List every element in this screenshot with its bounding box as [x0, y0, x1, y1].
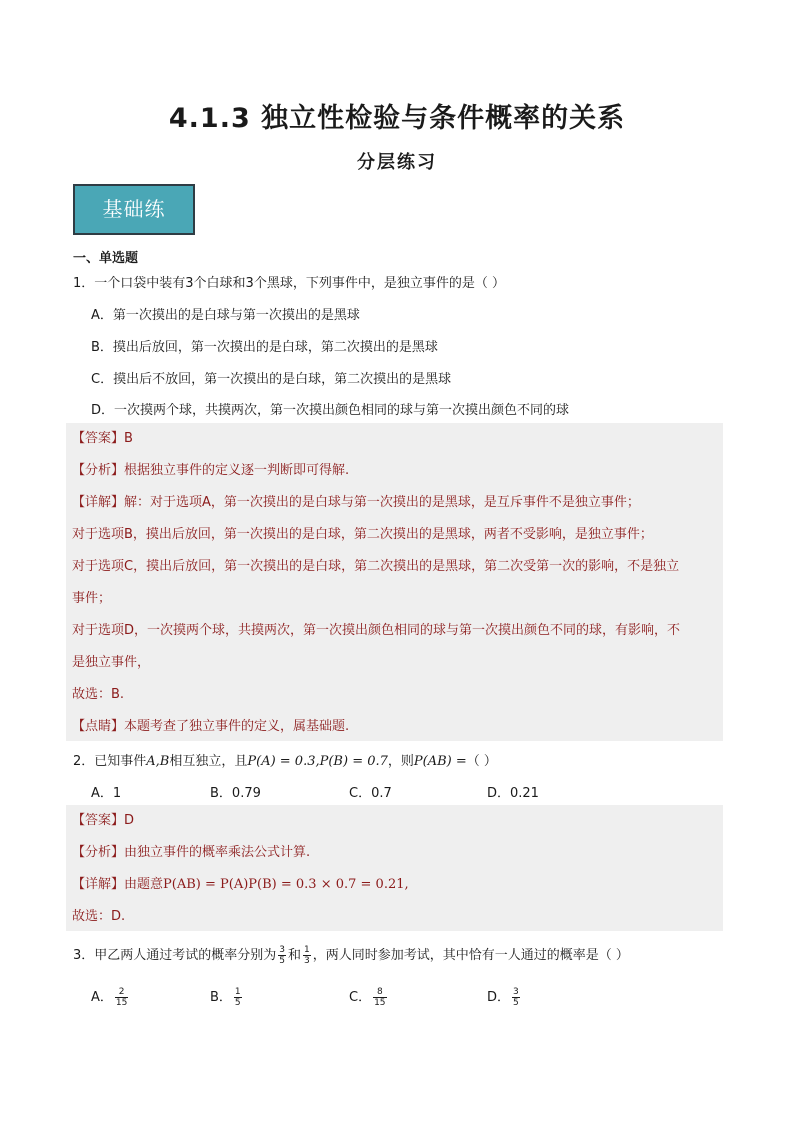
- q2-choose: 故选：D.: [72, 909, 126, 924]
- q1-detail-4b: 是独立事件，: [72, 655, 151, 670]
- q2-option-b: B．0.79: [210, 786, 261, 801]
- q2-stem-pre: 2．已知事件: [73, 754, 147, 769]
- q3-option-b: B． $\frac{1}{5}$: [210, 987, 241, 1008]
- q1-solution: [72, 423, 722, 743]
- q2-option-c: C．0.7: [349, 786, 392, 801]
- section-tag: 基础练: [73, 184, 195, 235]
- q1-answer: 【答案】B: [72, 431, 133, 446]
- q3-option-c: C． $\frac{8}{15}$: [349, 987, 386, 1008]
- q3-option-d: D． $\frac{3}{5}$: [487, 987, 519, 1008]
- q2-answer: 【答案】D: [72, 813, 135, 828]
- q1-option-d: D．一次摸两个球，共摸两次，第一次摸出颜色相同的球与第一次摸出颜色不同的球: [91, 403, 570, 418]
- q1-analysis: 【分析】根据独立事件的定义逐一判断即可得解.: [72, 463, 350, 478]
- section-heading: 一、单选题: [73, 251, 139, 266]
- document-title: 4.1.3 独立性检验与条件概率的关系: [168, 103, 626, 134]
- q1-option-b: B．摸出后放回，第一次摸出的是白球，第二次摸出的是黑球: [91, 340, 438, 355]
- q2-solution: [72, 805, 722, 933]
- q2-detail-math: P(AB) = P(A)P(B) = 0.3 × 0.7 = 0.21,: [163, 877, 409, 892]
- q1-detail-4a: 对于选项D，一次摸两个球，共摸两次，第一次摸出颜色相同的球与第一次摸出颜色不同的球，有影响，不: [72, 623, 681, 638]
- q2-detail-label: 【详解】由题意: [72, 877, 164, 892]
- q1-option-a: A．第一次摸出的是白球与第一次摸出的是黑球: [91, 308, 360, 323]
- q1-option-c: C．摸出后不放回，第一次摸出的是白球，第二次摸出的是黑球: [91, 372, 452, 387]
- q2-option-a: A．1: [91, 786, 122, 801]
- q3-frac-1: $\frac{3}{5}$: [279, 945, 286, 966]
- q2-stem-post1: ，则: [387, 754, 414, 769]
- q3-stem: [73, 944, 629, 966]
- q1-choose: 故选：B.: [72, 687, 125, 702]
- q2-stem-math: P(A) = 0.3,P(B) = 0.7: [247, 754, 388, 769]
- q3-stem-and: 和: [288, 948, 302, 963]
- q2-stem-mid: 相互独立，且: [169, 754, 248, 769]
- q2-detail: [72, 869, 722, 901]
- q1-detail-3a: 对于选项C，摸出后放回，第一次摸出的是白球，第二次摸出的是黑球，第二次受第一次的影响，不是独立: [72, 559, 680, 574]
- q2-stem-math2: P(AB) =: [413, 754, 467, 769]
- q2-analysis: 【分析】由独立事件的概率乘法公式计算.: [72, 845, 311, 860]
- q1-stem: 1．一个口袋中装有3个白球和3个黑球，下列事件中，是独立事件的是（ ）: [73, 276, 505, 291]
- document-subtitle: 分层练习: [357, 152, 437, 173]
- q3-stem-post: ，两人同时参加考试，其中恰有一人通过的概率是（ ）: [312, 948, 629, 963]
- q3-frac-2: $\frac{1}{3}$: [304, 945, 310, 966]
- q2-stem-ab: A,B: [146, 754, 170, 769]
- q1-detail-2: 对于选项B，摸出后放回，第一次摸出的是白球，第二次摸出的是黑球，两者不受影响，是独立事件；: [72, 527, 653, 542]
- q1-detail-3b: 事件；: [72, 591, 112, 606]
- q2-option-d: D．0.21: [487, 786, 539, 801]
- q2-stem-post2: （ ）: [466, 754, 497, 769]
- q3-stem-pre: 3．甲乙两人通过考试的概率分别为: [73, 948, 277, 963]
- q1-detail-1: 【详解】解：对于选项A，第一次摸出的是白球与第一次摸出的是黑球，是互斥事件不是独立事件；: [72, 495, 640, 510]
- q2-stem: [73, 750, 497, 769]
- q3-option-a: A． $\frac{2}{15}$: [91, 987, 128, 1008]
- q1-comment: 【点睛】本题考查了独立事件的定义，属基础题.: [72, 719, 350, 734]
